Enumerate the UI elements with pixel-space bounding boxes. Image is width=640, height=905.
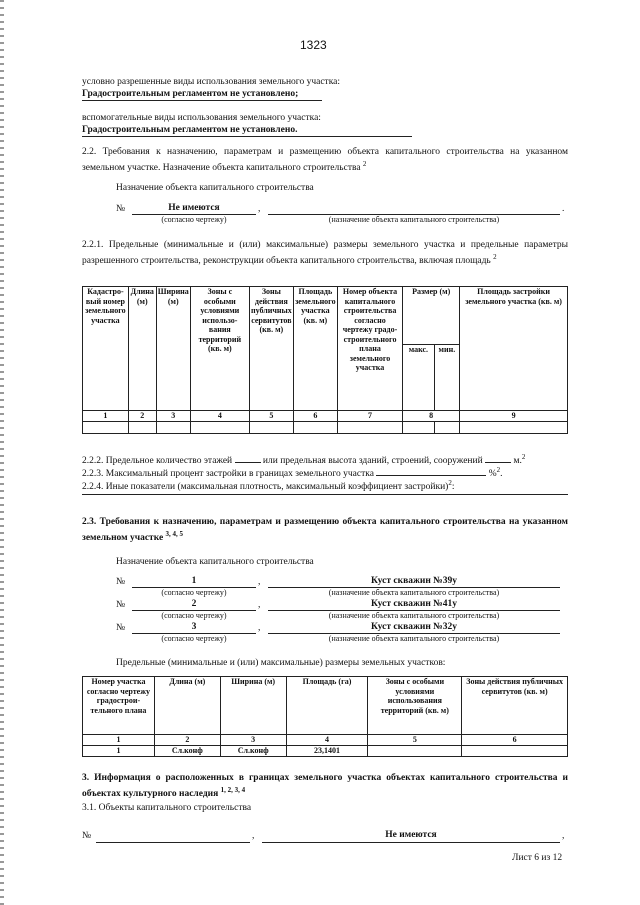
object-2-name: Куст скважин №41у	[371, 599, 457, 609]
th-area: Площадь земельного участка (кв. м)	[293, 287, 337, 411]
section-2-2-1-text: 2.2.1. Предельные (минимальные и (или) максимальные) размеры земельного участка и предельные параметры разрешенного строительства, реконструкции объекта капитального строительства, включая площадь $^2$	[82, 240, 568, 267]
section-2-2-heading: 2.2. Требования к назначению, параметрам и размещению объекта капитального строительства на указанном земельном участке. Назначение объекта капитального строительства $^2$	[82, 147, 568, 174]
object-1-number: 1	[191, 576, 197, 586]
footer-sheet: Лист 6 из 12	[512, 853, 563, 863]
th-max: макс.	[403, 345, 434, 411]
object-number-value: Не имеются	[168, 203, 220, 213]
conditional-uses-value: Градостроительным регламентом не установлено;	[82, 89, 299, 99]
th-min: мин.	[434, 345, 460, 411]
section-2-2-3: 2.2.3. Максимальный процент застройки в границах земельного участка %$^2$.	[82, 466, 503, 480]
auxiliary-uses-value: Градостроительным регламентом не установлено.	[82, 125, 298, 135]
object-3-name: Куст скважин №32у	[371, 622, 457, 632]
table-row: 1 Сл.конф Сл.конф 23,1401	[83, 745, 568, 756]
purpose-label: Назначение объекта капитального строительства	[116, 183, 314, 193]
limits-label: Предельные (минимальные и (или) максимальные) размеры земельных участков:	[116, 658, 446, 668]
section-2-2-4: 2.2.4. Иные показатели (максимальная плотность, максимальный коэффициент застройки)$^2$:	[82, 479, 455, 493]
page-number: 1323	[300, 38, 327, 52]
plots-table: Номер участка согласно чертежу градострои-тельного плана Длина (м) Ширина (м) Площадь (га) Зоны с особыми условиями использования территорий (кв. м) Зоны действия публичных сервитутов (кв. м) 1 2 3 4 5 6 1 Сл.конф Сл.конф 23,1401	[82, 676, 568, 757]
th-object-number: Номер объекта капитального строительства согласно чертежу градо-строительного плана земельного участка	[337, 287, 402, 411]
th-cadastral: Кадастро-вый номер земельного участка	[83, 287, 129, 411]
scan-edge	[0, 0, 4, 905]
object-2-number: 2	[191, 599, 197, 609]
conditional-uses-label: условно разрешенные виды использования земельного участка:	[82, 77, 341, 87]
th-size: Размер (м)	[403, 287, 460, 345]
section-3-value: Не имеются	[385, 830, 437, 840]
caption-drawing: (согласно чертежу)	[161, 215, 227, 224]
th-width: Ширина (м)	[156, 287, 190, 411]
purpose-label-2: Назначение объекта капитального строительства	[116, 557, 314, 567]
th-building-area: Площадь застройки земельного участка (кв. м)	[460, 287, 568, 411]
object-1-name: Куст скважин №39у	[371, 576, 457, 586]
params-table: Кадастро-вый номер земельного участка Длина (м) Ширина (м) Зоны с особыми условиями использо-вания территорий (кв. м) Зоны действия публичных сервитутов (кв. м) Площадь земельного участка (кв. м) Номер объекта капитального строительства согласно чертежу градо-строительного плана земельного участка Размер (м) Площадь застройки земельного участка (кв. м) макс. мин. 1 2 3 4 5 6 7 8 9	[82, 286, 568, 434]
section-3-1: 3.1. Объекты капитального строительства	[82, 803, 252, 813]
section-3-heading: 3. Информация о расположенных в границах земельного участка объектах капитального строительства и объектах культурного наследия $^{1, 2, 3, 4}$	[82, 773, 568, 800]
object-3-number: 3	[191, 622, 197, 632]
th-special-zones: Зоны с особыми условиями использо-вания территорий (кв. м)	[190, 287, 249, 411]
caption-purpose: (назначение объекта капитального строительства)	[328, 215, 500, 224]
th-servitudes: Зоны действия публичных сервитутов (кв. м)	[249, 287, 293, 411]
no-sign: №	[116, 204, 126, 214]
th-length: Длина (м)	[128, 287, 156, 411]
section-2-3-heading: 2.3. Требования к назначению, параметрам и размещению объекта капитального строительства на указанном земельном участке $^{3, 4, 5}$	[82, 517, 568, 544]
section-2-2-2: 2.2.2. Предельное количество этажей или предельная высота зданий, строений, сооружений м.$^2$	[82, 453, 526, 467]
auxiliary-uses-label: вспомогательные виды использования земельного участка:	[82, 113, 321, 123]
